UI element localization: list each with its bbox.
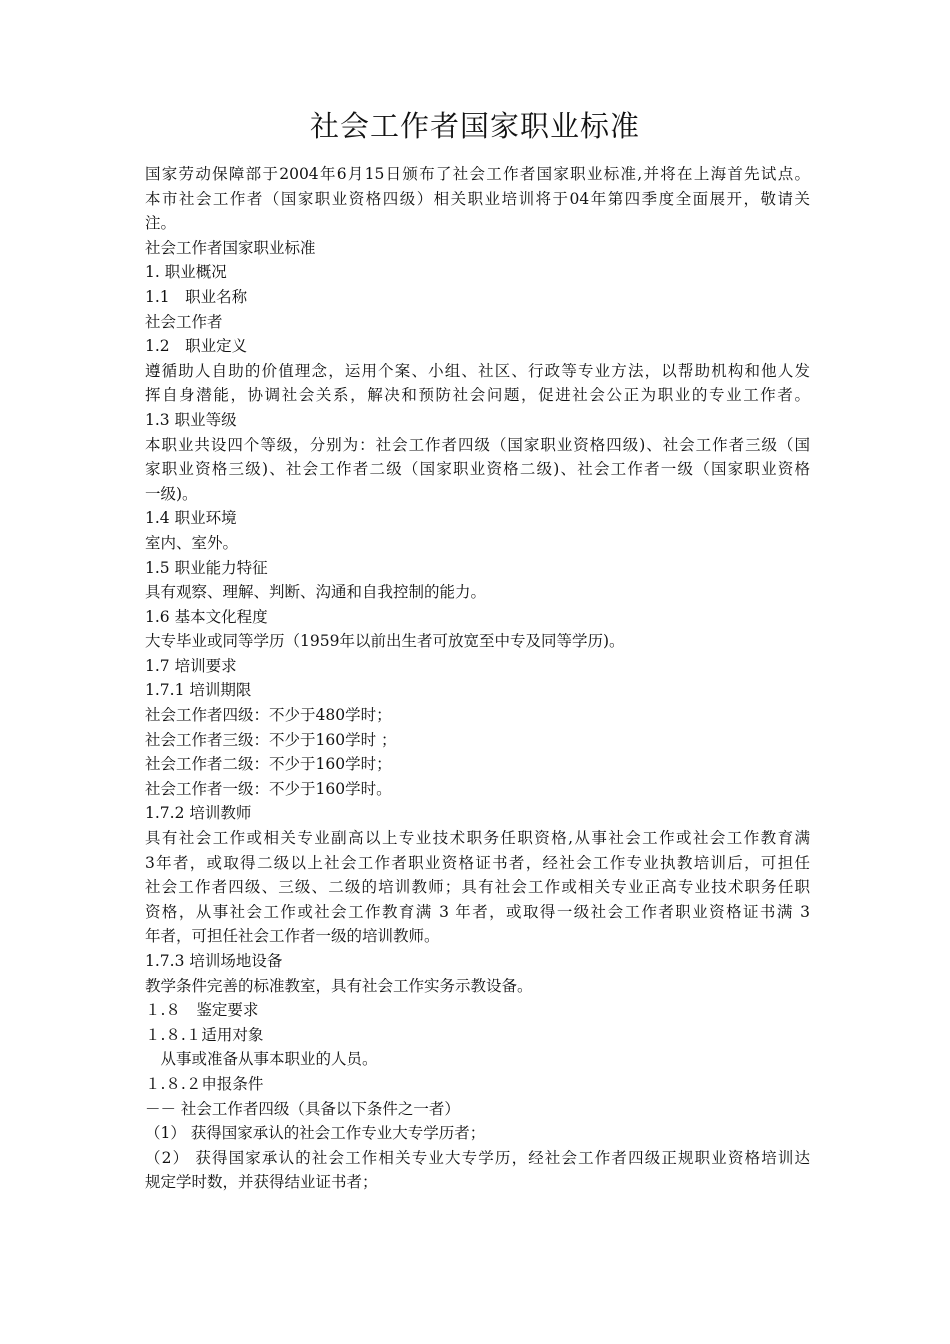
text-line: 遵循助人自助的价值理念，运用个案、小组、社区、行政等专业方法，以帮助机构和他人发 [145,361,810,380]
text-line: 3年者，或取得二级以上社会工作者职业资格证书者，经社会工作专业执教培训后，可担任 [145,853,810,872]
text-line: （1） 获得国家承认的社会工作专业大专学历者； [145,1124,486,1143]
text-line: －－ 社会工作者四级（具备以下条件之一者） [145,1099,460,1118]
document-body [145,162,810,1195]
text-line: 本市社会工作者（国家职业资格四级）相关职业培训将于04年第四季度全面展开，敬请关 [145,189,810,208]
text-line: 1.5 职业能力特征 [145,558,268,577]
text-line: 家职业资格三级)、社会工作者二级（国家职业资格二级)、社会工作者一级（国家职业资格 [145,460,810,479]
text-line: 1.6 基本文化程度 [145,607,268,626]
text-line: 1.7.2 培训教师 [145,804,252,823]
text-line: 1.4 职业环境 [145,509,237,528]
text-line: 社会工作者四级：不少于480学时； [145,706,392,725]
text-line: 规定学时数，并获得结业证书者； [145,1173,378,1192]
text-line: 社会工作者 [145,312,223,331]
text-line: 社会工作者三级：不少于160学时 ； [145,730,397,749]
text-line: 资格，从事社会工作或社会工作教育满 3 年者，或取得一级社会工作者职业资格证书满 3 [145,902,810,921]
text-line: １.８ 鉴定要求 [145,1001,259,1020]
text-line: 挥自身潜能，协调社会关系，解决和预防社会问题，促进社会公正为职业的专业工作者。 [145,386,810,405]
text-line: 社会工作者四级、三级、二级的培训教师；具有社会工作或相关专业正高专业技术职务任职 [145,878,810,897]
text-line: 注。 [145,214,177,233]
text-line: 具有社会工作或相关专业副高以上专业技术职务任职资格,从事社会工作或社会工作教育满 [145,829,810,848]
text-line: 大专毕业或同等学历（1959年以前出生者可放宽至中专及同等学历)。 [145,632,625,651]
text-line: 具有观察、理解、判断、沟通和自我控制的能力。 [145,583,487,602]
text-line: 国家劳动保障部于2004年6月15日颁布了社会工作者国家职业标准,并将在上海首先试点。 [145,165,810,183]
text-line: 1.3 职业等级 [145,410,237,429]
text-line: 1.1 职业名称 [145,287,248,306]
text-line: 1.7.3 培训场地设备 [145,952,283,970]
text-line: 年者，可担任社会工作者一级的培训教师。 [145,927,440,946]
text-line: （2） 获得国家承认的社会工作相关专业大专学历，经社会工作者四级正规职业资格培训达 [145,1148,810,1167]
text-line: 一级)。 [145,484,198,503]
text-line: １.８.１适用对象 [145,1025,264,1044]
document-title: 社会工作者国家职业标准 [309,109,640,143]
text-line: 教学条件完善的标准教室，具有社会工作实务示教设备。 [145,976,533,995]
text-line: 1.2 职业定义 [145,337,248,356]
text-line: 1.7.1 培训期限 [145,681,252,700]
text-line: 1.7 培训要求 [145,656,237,675]
text-line: 室内、室外。 [145,533,239,552]
text-line: 从事或准备从事本职业的人员。 [145,1050,378,1069]
text-line: 社会工作者二级：不少于160学时； [145,755,392,774]
text-line: １.８.２申报条件 [145,1074,264,1093]
text-line: 社会工作者国家职业标准 [145,238,316,257]
text-line: 社会工作者一级：不少于160学时。 [145,779,392,798]
text-line: 1. 职业概况 [145,263,227,282]
text-line: 本职业共设四个等级，分别为：社会工作者四级（国家职业资格四级)、社会工作者三级（国 [145,435,810,454]
